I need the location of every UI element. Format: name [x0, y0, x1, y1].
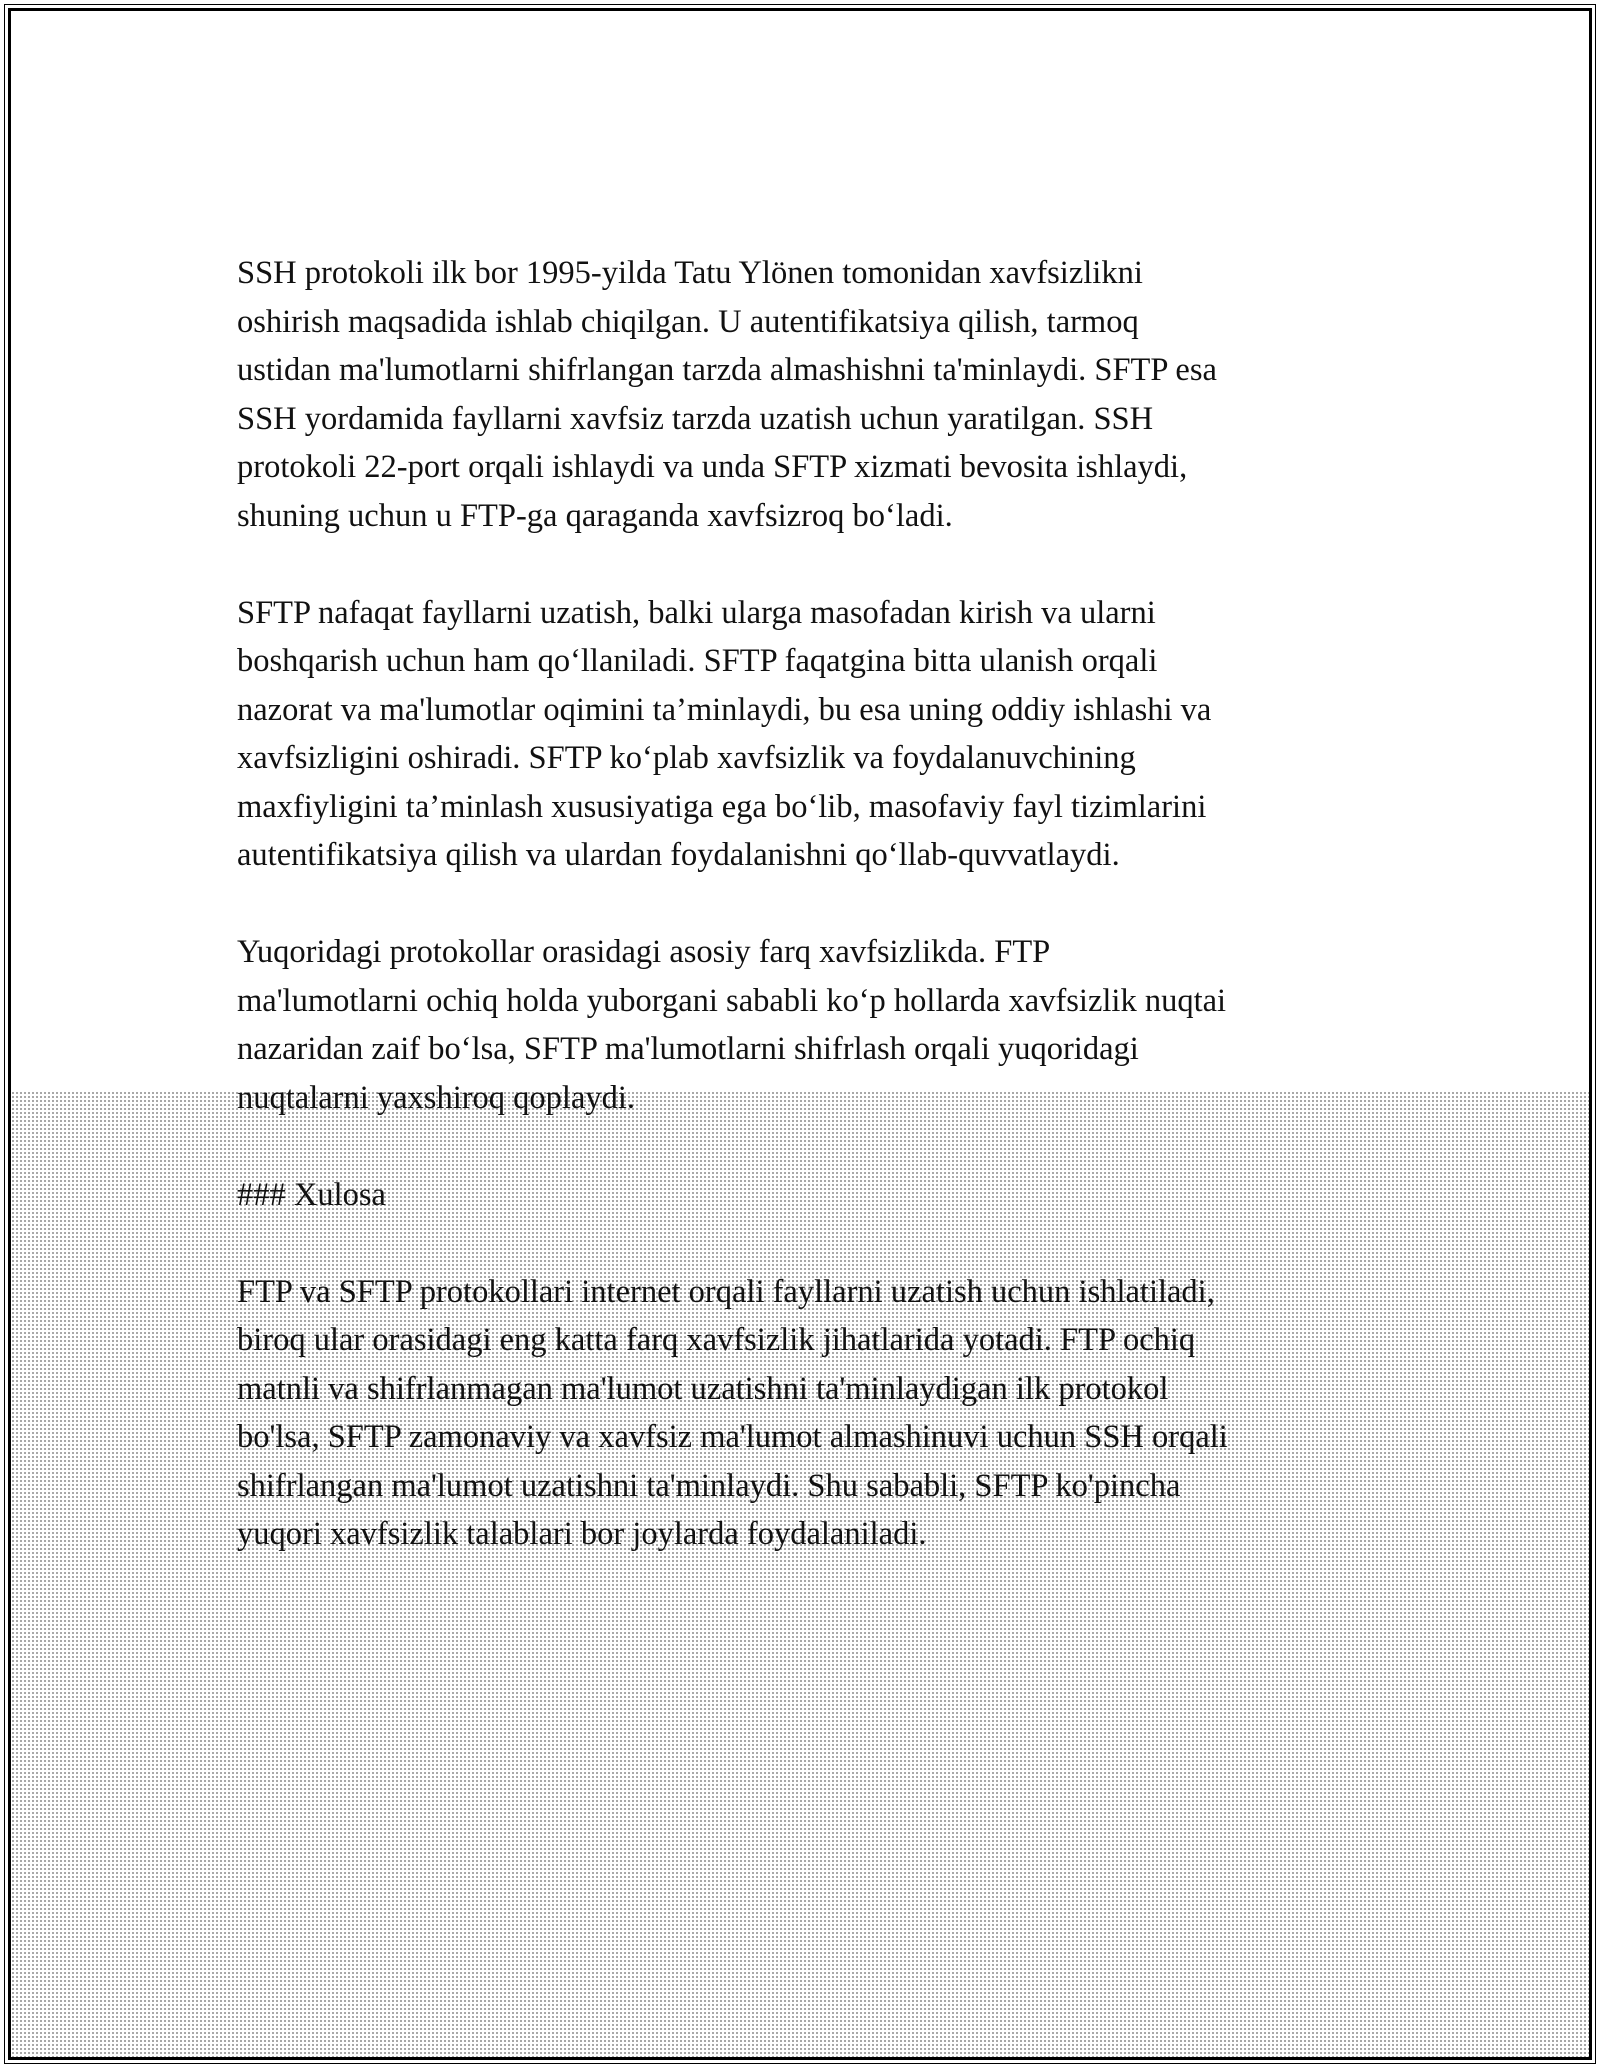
paragraph-protocol-difference: Yuqoridagi protokollar orasidagi asosiy farq xavfsizlikda. FTP ma'lumotlarni ochiq holda yuborgani sababli ko‘p hollarda xavfsizlik nuqtai nazaridan zaif bo‘lsa, SFTP ma'lumotlarni shifrlash orqali yuqoridagi nuqtalarni yaxshiroq qoplaydi.	[237, 934, 1227, 1116]
section-heading-xulosa: ### Xulosa	[237, 1176, 386, 1213]
paragraph-conclusion: FTP va SFTP protokollari internet orqali fayllarni uzatish uchun ishlatiladi, biroq ular orasidagi eng katta farq xavfsizlik jihatlarida yotadi. FTP ochiq matnli va shifrlanmagan ma'lumot uzatishni ta'minlaydigan ilk protokol bo'lsa, SFTP zamonaviy va xavfsiz ma'lumot almashinuvi uchun SSH orqali shifrlangan ma'lumot uzatishni ta'minlaydi. Shu sababli, SFTP ko'pincha yuqori xavfsizlik talablari bor joylarda foydalaniladi.	[237, 1273, 1228, 1552]
paragraph-ssh-history: SSH protokoli ilk bor 1995-yilda Tatu Ylönen tomonidan xavfsizlikni oshirish maqsadida ishlab chiqilgan. U autentifikatsiya qilish, tarmoq ustidan ma'lumotlarni shifrlangan tarzda almashishni ta'minlaydi. SFTP esa SSH yordamida fayllarni xavfsiz tarzda uzatish uchun yaratilgan. SSH protokoli 22-port orqali ishlaydi va unda SFTP xizmati bevosita ishlaydi, shuning uchun u FTP-ga qaraganda xavfsizroq bo‘ladi.	[237, 255, 1217, 534]
page-frame	[8, 8, 1592, 2060]
paragraph-sftp-usage: SFTP nafaqat fayllarni uzatish, balki ularga masofadan kirish va ularni boshqarish uchun ham qo‘llaniladi. SFTP faqatgina bitta ulanish orqali nazorat va ma'lumotlar oqimini ta’minlaydi, bu esa uning oddiy ishlashi va xavfsizligini oshiradi. SFTP ko‘plab xavfsizlik va foydalanuvchining maxfiyligini ta’minlash xususiyatiga ega bo‘lib, masofaviy fayl tizimlarini autentifikatsiya qilish va ulardan foydalanishni qo‘llab-quvvatlaydi.	[237, 594, 1212, 873]
document-body	[237, 249, 1377, 1607]
